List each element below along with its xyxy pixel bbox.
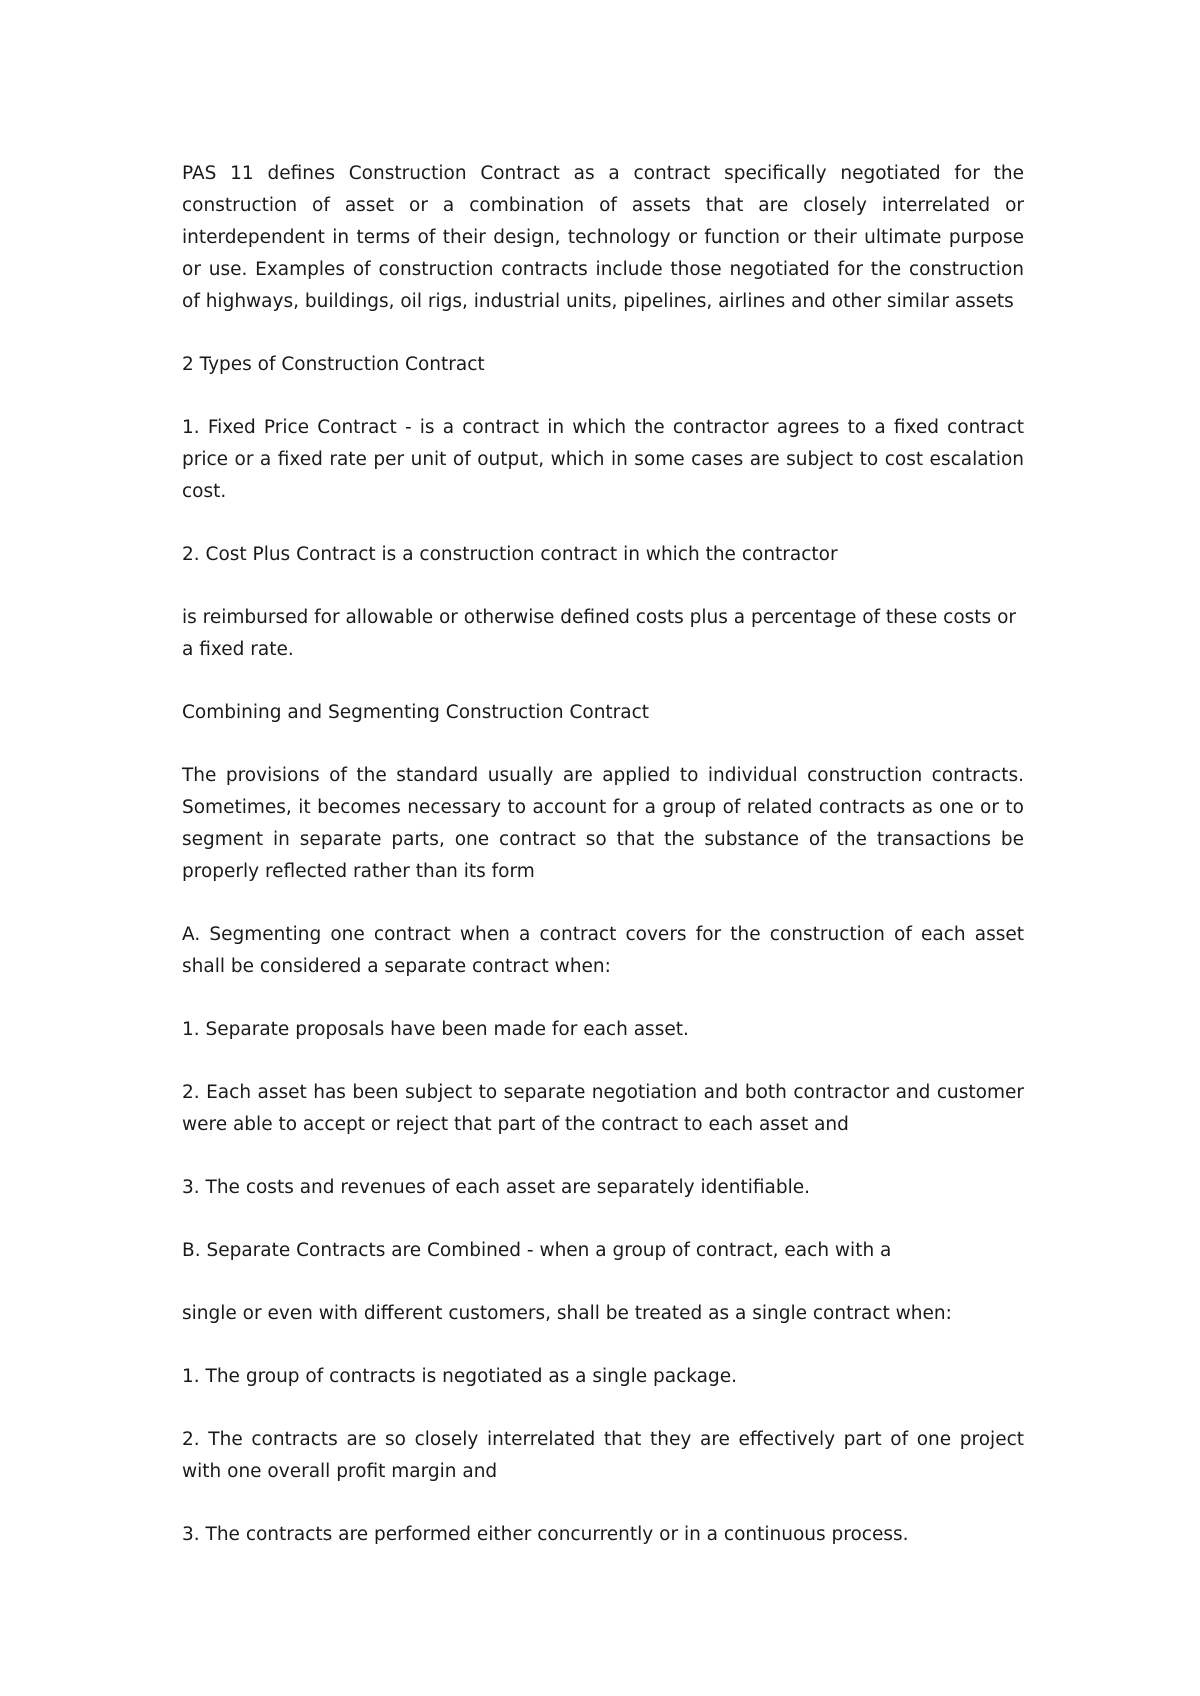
- combined-continuation: single or even with different customers, shall be treated as a single contract when:: [182, 1303, 952, 1324]
- segmenting-item-1: 1. Separate proposals have been made for each asset.: [182, 1019, 689, 1040]
- document-body: [182, 158, 1024, 1582]
- cost-plus-continuation: is reimbursed for allowable or otherwise defined costs plus a percentage of these costs or a fixed rate.: [182, 607, 1016, 660]
- fixed-price-paragraph: 1. Fixed Price Contract - is a contract in which the contractor agrees to a fixed contract price or a fixed rate per unit of output, which in some cases are subject to cost escalation cost.: [182, 417, 1024, 502]
- combined-item-3: 3. The contracts are performed either concurrently or in a continuous process.: [182, 1524, 909, 1545]
- combined-item-2: 2. The contracts are so closely interrelated that they are effectively part of one project with one overall profit margin and: [182, 1429, 1024, 1482]
- provisions-paragraph: The provisions of the standard usually are applied to individual construction contracts. Sometimes, it becomes necessary to account for a group of related contracts as one or to segment in separate parts, one contract so that the substance of the transactions be properly reflected rather than its form: [182, 765, 1024, 882]
- segmenting-paragraph: A. Segmenting one contract when a contract covers for the construction of each asset shall be considered a separate contract when:: [182, 924, 1024, 977]
- combined-paragraph: B. Separate Contracts are Combined - when a group of contract, each with a: [182, 1240, 892, 1261]
- cost-plus-paragraph: 2. Cost Plus Contract is a construction contract in which the contractor: [182, 544, 838, 565]
- segmenting-item-2: 2. Each asset has been subject to separate negotiation and both contractor and customer were able to accept or reject that part of the contract to each asset and: [182, 1082, 1024, 1135]
- combining-heading: Combining and Segmenting Construction Contract: [182, 702, 650, 723]
- combined-item-1: 1. The group of contracts is negotiated as a single package.: [182, 1366, 738, 1387]
- segmenting-item-3: 3. The costs and revenues of each asset are separately identifiable.: [182, 1177, 810, 1198]
- types-heading: 2 Types of Construction Contract: [182, 354, 485, 375]
- definition-paragraph: PAS 11 defines Construction Contract as a contract specifically negotiated for the construction of asset or a combination of assets that are closely interrelated or interdependent in terms of their design, technology or function or their ultimate purpose or use. Examples of construction contracts include those negotiated for the construction of highways, buildings, oil rigs, industrial units, pipelines, airlines and other similar assets: [182, 163, 1024, 312]
